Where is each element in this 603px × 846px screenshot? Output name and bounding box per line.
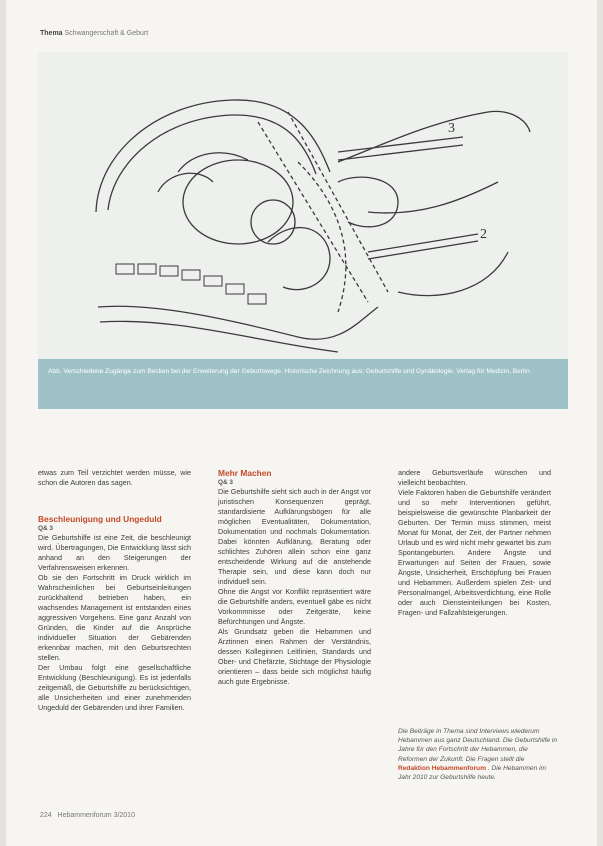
column-1 bbox=[38, 468, 191, 713]
sidebar-note bbox=[398, 727, 558, 782]
thigh-outline bbox=[338, 111, 530, 162]
header-topic: Schwangerschaft & Geburt bbox=[64, 30, 149, 37]
heading-mehr-machen: Mehr Machen bbox=[218, 468, 272, 478]
page-header bbox=[40, 30, 148, 37]
col2-paragraph-1: Die Geburtshilfe sieht sich auch in der Angst vor juristischen Konsequenzen geprägt, standardisierte Aufklärungsbögen für alle möglichen Eventualitäten, Dokumentation, Dokumentation und nochmals Dokumentation. Dabei könnten Aufklärung, Beratung oder schlichtes Zuhören allein schon eine ganz entscheidende Wirkung auf die anstehende Therapie sein, und diese kann doch nur individuell sein. bbox=[218, 487, 372, 586]
caption-text: Abb. Verschiedene Zugänge zum Becken bei der Erweiterung der Geburtswege. Historische Zeichnung aus: Geburtshilfe und Gynäkologie. Verlag für Medizin, Berlin. bbox=[48, 368, 532, 375]
label-two: 2 bbox=[480, 227, 487, 242]
col1-intro: etwas zum Teil verzichtet werden müsse, wie schon die Autoren das sagen. bbox=[38, 468, 191, 487]
col2-paragraph-2: Ohne die Angst vor Konflikt repräsentiert wäre die Geburtshilfe anders, eventuell gäbe es nicht Vorkommnisse oder Zeitgeräte, keine Befürchtungen und Ängste. bbox=[218, 587, 371, 626]
fetus-head bbox=[183, 160, 293, 244]
issue-number: 3/2010 bbox=[113, 812, 135, 819]
page-edge-left bbox=[0, 0, 6, 846]
col1-paragraph-3: Der Umbau folgt eine gesellschaftliche Entwicklung (Beschleunigung). Es ist jedenfalls zeitgemäß, die Geburtshilfe zu berücksichtigen, alle Unsicherheiten und einer zunehmenden Ungeduld der Gebärenden und ihrer Familien. bbox=[38, 663, 191, 712]
sidebar-text: Die Beiträge in Thema sind Interviews wiederum Hebammen aus ganz Deutschland. Die Geburtshilfe in Jahre für den Fortschritt der Hebammen, die Reformen der Zukunft. Die Fragen stellt die bbox=[398, 728, 558, 763]
page-edge-right bbox=[597, 0, 603, 846]
ref-marker-2: Q& 3 bbox=[218, 479, 233, 486]
column-2 bbox=[218, 468, 371, 687]
ref-marker-1: Q& 3 bbox=[38, 525, 53, 532]
col3-paragraph-1: andere Geburtsverläufe wünschen und vielleicht beobachten. bbox=[398, 468, 551, 487]
journal-name: Hebammenforum bbox=[57, 812, 112, 819]
page-footer bbox=[40, 812, 135, 819]
col1-paragraph-1: Die Geburtshilfe ist eine Zeit, die beschleunigt wird. Übertragungen, Die Entwicklung lässt sich anhand an den Steigerungen der Verfahrensweisen erkennen. bbox=[38, 533, 191, 572]
heading-beschleunigung: Beschleunigung und Ungeduld bbox=[38, 514, 162, 524]
col3-paragraph-2: Viele Faktoren haben die Geburtshilfe verändert und so mehr Interventionen geführt, beispielsweise die gewünschte Planbarkeit der Geburten. Der Termin muss stimmen, meist Monat für Monat, der Zeit, der Partner nehmen Urlaub und es wird nicht mehr gewartet bis zum Spontangeburten. Andere Ängste und Erwartungen auf Seiten der Frauen, sowie Ängste, Unsicherheit, Erschöpfung bei Frauen und Hebammen. Außerdem spielen Zeit- und Personalmangel, Arbeitsverdichtung, eine Rolle oder auch Diensteinteilungen bei Kosten, Fragen- und Fallzahlsteigerungen. bbox=[398, 488, 551, 617]
label-three: 3 bbox=[448, 121, 455, 136]
sidebar-text-2: . Die Hebammen im Jahr 2010 zur Geburtshilfe heute. bbox=[398, 764, 547, 782]
pelvis-drawing bbox=[38, 52, 568, 362]
column-3 bbox=[398, 468, 551, 618]
col2-paragraph-3: Als Grundsatz geben die Hebammen und Ärztinnen einen Rahmen der Verständnis, dessen Kolleginnen Leitlinien, Standards und Ober- und Chefärzte, Stichtage der Physiologie orientieren – dass beide sich möglichst häufig auch gute Ergebnisse. bbox=[218, 627, 371, 686]
illustration-figure bbox=[38, 52, 568, 409]
header-section: Thema bbox=[40, 30, 63, 37]
col1-paragraph-2: Ob sie den Fortschritt im Druck wirklich im Wahrscheinlichen bei Geburtseinleitungen zurückhaltend betrieben haben, ein wachsendes Management ist entstanden eines aggressiven Vorgehens. Eine ganz Anzahl von Gründen, die Kinder auf die Ansprüche individueller Situation der Gebärenden erkennbar machen, mit den Geburtsrechten stellen. bbox=[38, 573, 191, 662]
figure-caption bbox=[38, 359, 568, 409]
sidebar-highlight: Redaktion Hebammenforum bbox=[398, 764, 486, 772]
page-number: 224 bbox=[40, 812, 52, 819]
